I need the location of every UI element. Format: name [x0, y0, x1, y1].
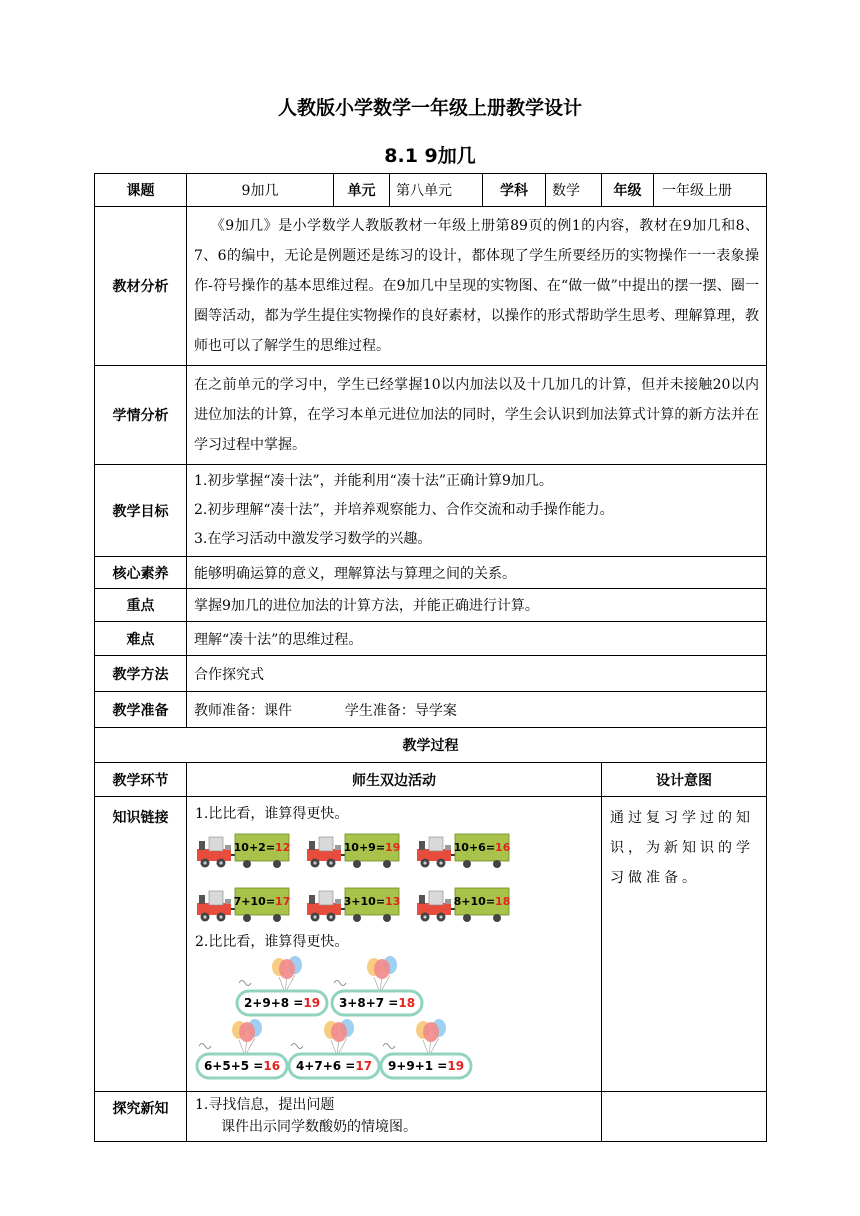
balloon-expr: 9+9+1 = — [387, 1059, 448, 1073]
teaching-goals-list — [187, 465, 767, 557]
balloon-cards — [195, 953, 593, 1085]
lesson-plan-table — [94, 173, 767, 1142]
core-literacy-label: 核心素养 — [95, 557, 187, 589]
train-equation — [345, 834, 399, 861]
teaching-goals-label: 教学目标 — [95, 465, 187, 557]
train-equation — [235, 888, 289, 915]
stage-explore-label: 探究新知 — [95, 1092, 187, 1142]
balloon-answer: 19 — [447, 1059, 465, 1073]
train-expr: 7+10= — [233, 895, 276, 908]
train-expr: 10+9= — [343, 841, 386, 854]
stage-explore-activity — [187, 1092, 602, 1142]
teaching-prep-label: 教学准备 — [95, 692, 187, 728]
teaching-goals-row — [95, 465, 767, 557]
balloon-equation — [381, 1054, 471, 1078]
balloon-expr: 6+5+5 = — [203, 1059, 264, 1073]
goal-item: 3.在学习活动中激发学习数学的兴趣。 — [194, 531, 432, 547]
balloon-expr: 4+7+6 = — [295, 1059, 356, 1073]
topic-label: 课题 — [95, 174, 187, 207]
balloon-card — [195, 1016, 291, 1082]
train-answer: 13 — [385, 895, 401, 908]
balloon-card — [287, 1016, 383, 1082]
stage-knowledge-link-label: 知识链接 — [95, 797, 187, 1092]
key-point-text: 掌握9加几的进位加法的计算方法，并能正确进行计算。 — [187, 589, 767, 622]
train-answer: 18 — [495, 895, 511, 908]
stage-knowledge-link-row — [95, 797, 767, 1092]
balloon-expr: 2+9+8 = — [243, 996, 304, 1010]
explore-line-1: 1.寻找信息，提出问题 — [195, 1097, 335, 1113]
teaching-prep-row — [95, 692, 767, 728]
train-card — [195, 829, 291, 869]
difficulty-row — [95, 622, 767, 656]
prep-student: 学生准备：导学案 — [344, 702, 457, 719]
col-stage-header: 教学环节 — [95, 763, 187, 797]
subject-label: 学科 — [483, 174, 546, 207]
process-header-row — [95, 763, 767, 797]
balloon-equation — [332, 991, 422, 1015]
balloon-equation — [237, 991, 327, 1015]
goal-item: 2.初步理解“凑十法”，并培养观察能力、合作交流和动手操作能力。 — [194, 502, 614, 518]
train-expr: 3+10= — [343, 895, 386, 908]
student-analysis-paragraph: 在之前单元的学习中，学生已经掌握10以内加法以及十几加几的计算，但并未接触20以内进位加法的计算，在学习本单元进位加法的同时，学生会认识到加法算式计算的新方法并在学习过程中掌握。 — [194, 377, 759, 453]
col-intent-header: 设计意图 — [602, 763, 767, 797]
balloon-expr: 3+8+7 = — [338, 996, 399, 1010]
col-activity-header: 师生双边活动 — [187, 763, 602, 797]
balloon-card — [330, 953, 426, 1019]
train-answer: 16 — [495, 841, 511, 854]
stage-knowledge-link-activity — [187, 797, 602, 1092]
topic-value: 9加几 — [187, 174, 334, 207]
document-title: 人教版小学数学一年级上册教学设计 — [277, 97, 582, 119]
stage-knowledge-link-intent: 通过复习学过的知识，为新知识的学习做准备。 — [602, 797, 767, 1092]
train-equation — [455, 834, 509, 861]
train-row-2 — [195, 883, 593, 923]
process-title-row — [95, 728, 767, 763]
info-row — [95, 174, 767, 207]
train-equation — [455, 888, 509, 915]
student-analysis-label: 学情分析 — [95, 366, 187, 465]
grade-label: 年级 — [602, 174, 654, 207]
balloon-card — [235, 953, 331, 1019]
train-card — [305, 883, 401, 923]
question-2: 2.比比看，谁算得更快。 — [195, 934, 349, 950]
core-literacy-text: 能够明确运算的意义，理解算法与算理之间的关系。 — [187, 557, 767, 589]
balloon-answer: 19 — [303, 996, 321, 1010]
train-expr: 10+2= — [233, 841, 276, 854]
core-literacy-row — [95, 557, 767, 589]
subject-value: 数学 — [546, 174, 602, 207]
balloon-answer: 17 — [355, 1059, 373, 1073]
train-card — [415, 883, 511, 923]
stage-explore-intent — [602, 1092, 767, 1142]
student-analysis-row — [95, 366, 767, 465]
teaching-method-text: 合作探究式 — [187, 656, 767, 692]
unit-label: 单元 — [334, 174, 390, 207]
balloon-equation — [289, 1054, 379, 1078]
train-card — [415, 829, 511, 869]
teaching-prep-text — [187, 692, 767, 728]
goal-item: 1.初步掌握“凑十法”，并能利用“凑十法”正确计算9加几。 — [194, 473, 553, 489]
teaching-method-label: 教学方法 — [95, 656, 187, 692]
document-subtitle: 8.1 9加几 — [384, 145, 476, 167]
difficulty-text: 理解“凑十法”的思维过程。 — [187, 622, 767, 656]
train-answer: 17 — [275, 895, 291, 908]
key-point-row — [95, 589, 767, 622]
prep-teacher: 教师准备：课件 — [194, 702, 292, 719]
train-answer: 12 — [275, 841, 291, 854]
train-expr: 10+6= — [453, 841, 496, 854]
textbook-analysis-text — [187, 207, 767, 366]
balloon-answer: 18 — [398, 996, 416, 1010]
textbook-analysis-row — [95, 207, 767, 366]
train-equation — [345, 888, 399, 915]
train-card — [195, 883, 291, 923]
grade-value: 一年级上册 — [654, 174, 767, 207]
explore-line-2: 课件出示同学数酸奶的情境图。 — [221, 1119, 417, 1135]
train-equation — [235, 834, 289, 861]
train-answer: 19 — [385, 841, 401, 854]
question-1: 1.比比看，谁算得更快。 — [195, 806, 349, 822]
train-row-1 — [195, 829, 593, 869]
balloon-card — [379, 1016, 475, 1082]
textbook-analysis-paragraph: 《9加几》是小学数学人教版教材一年级上册第89页的例1的内容，教材在9加几和8、7、6的编中，无论是例题还是练习的设计，都体现了学生所要经历的实物操作一一表象操作-符号操作的基本思维过程。在9加几中呈现的实物图、在“做一做”中提出的摆一摆、圈一圈等活动，都为学生提住实物操作的良好素材，以操作的形式帮助学生思考、理解算理，教师也可以了解学生的思维过程。 — [194, 218, 759, 354]
student-analysis-text — [187, 366, 767, 465]
balloon-equation — [197, 1054, 287, 1078]
textbook-analysis-label: 教材分析 — [95, 207, 187, 366]
teaching-method-row — [95, 656, 767, 692]
balloon-answer: 16 — [263, 1059, 281, 1073]
process-title: 教学过程 — [95, 728, 767, 763]
train-card — [305, 829, 401, 869]
key-point-label: 重点 — [95, 589, 187, 622]
train-expr: 8+10= — [453, 895, 496, 908]
stage-explore-row — [95, 1092, 767, 1142]
difficulty-label: 难点 — [95, 622, 187, 656]
unit-value: 第八单元 — [390, 174, 483, 207]
